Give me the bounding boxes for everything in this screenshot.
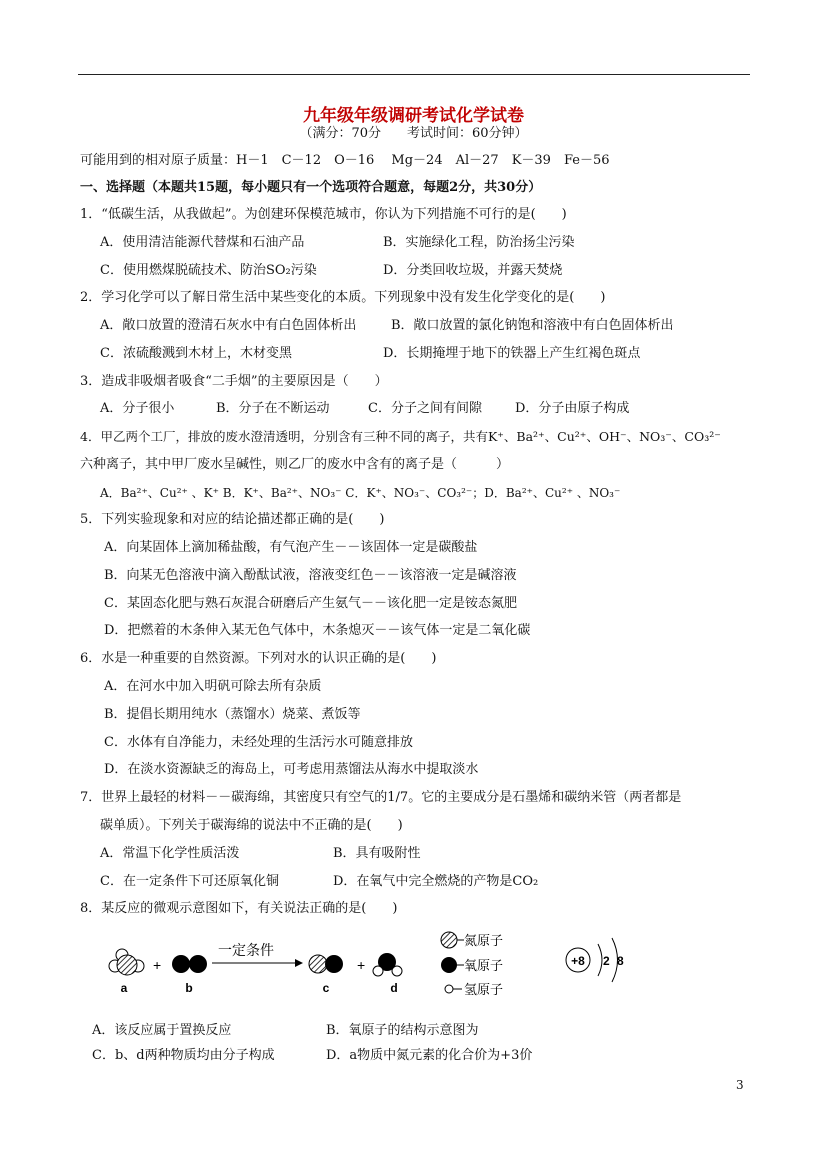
exam-subtitle: （满分：70分 考试时间：60分钟） [299, 126, 528, 141]
header-rule [78, 74, 750, 75]
q6-stem: 6．水是一种重要的自然资源。下列对水的认识正确的是( ) [80, 651, 437, 666]
label-a: a [120, 981, 128, 995]
q1-option-a: A．使用清洁能源代替煤和石油产品 [100, 235, 305, 250]
q7-option-a: A．常温下化学性质活泼 [100, 846, 240, 861]
q8-option-c: C．b、d两种物质均由分子构成 [92, 1048, 275, 1063]
q6-option-d: D．在淡水资源缺乏的海岛上，可考虑用蒸馏法从海水中提取淡水 [104, 762, 479, 777]
q1-option-c: C．使用燃煤脱硫技术、防治SO₂污染 [100, 263, 317, 278]
arrow-head [295, 959, 303, 967]
plus-sign-2: + [357, 957, 366, 973]
q2-option-a: A．敞口放置的澄清石灰水中有白色固体析出 [100, 318, 357, 333]
label-b: b [185, 981, 193, 995]
label-d: d [390, 981, 398, 995]
plus-sign-1: + [153, 957, 162, 973]
q7-stem-line1: 7．世界上最轻的材料－－碳海绵，其密度只有空气的1/7。它的主要成分是石墨烯和碳纳米管（两者都是 [80, 790, 682, 805]
section1-title: 一、选择题（本题共15题，每小题只有一个选项符合题意，每题2分，共30分） [80, 180, 542, 195]
q2-stem: 2．学习化学可以了解日常生活中某些变化的本质。下列现象中没有发生化学变化的是( ) [80, 290, 606, 305]
q7-option-b: B．具有吸附性 [333, 846, 421, 861]
shell-2-electrons: 8 [617, 954, 624, 968]
reaction-diagram [100, 920, 660, 1004]
q2-option-c: C．浓硫酸溅到木材上，木材变黑 [100, 346, 292, 361]
q3-option-d: D．分子由原子构成 [515, 401, 630, 416]
q4-stem-line2: 六种离子，其中甲厂废水呈碱性，则乙厂的废水中含有的离子是（ ） [80, 457, 510, 472]
q3-option-a: A．分子很小 [100, 401, 175, 416]
q6-option-a: A．在河水中加入明矾可除去所有杂质 [104, 679, 322, 694]
exam-title: 九年级年级调研考试化学试卷 [303, 106, 524, 126]
reaction-condition: 一定条件 [218, 942, 274, 958]
legend-nitrogen-label: 氮原子 [464, 933, 504, 948]
q4-options: A．Ba²⁺、Cu²⁺ 、K⁺ B．K⁺、Ba²⁺、NO₃⁻ C．K⁺、NO₃⁻、CO₃²⁻；D．Ba²⁺、Cu²⁺ 、NO₃⁻ [100, 486, 621, 500]
q7-option-c: C．在一定条件下可还原氧化铜 [100, 874, 279, 889]
q3-option-b: B．分子在不断运动 [216, 401, 330, 416]
legend-nitrogen-atom [441, 932, 457, 948]
shell-1-electrons: 2 [603, 954, 610, 968]
q6-option-b: B．提倡长期用纯水（蒸馏水）烧菜、煮饭等 [104, 707, 361, 722]
q8-option-b: B．氧原子的结构示意图为 [326, 1023, 479, 1038]
legend [441, 932, 503, 997]
q7-option-d: D．在氧气中完全燃烧的产物是CO₂ [333, 874, 539, 889]
q5-option-c: C．某固态化肥与熟石灰混合研磨后产生氨气－－该化肥一定是铵态氮肥 [104, 596, 517, 611]
molecule-a [109, 949, 144, 975]
legend-hydrogen-label: 氢原子 [464, 982, 504, 997]
q7-stem-line2: 碳单质）。下列关于碳海绵的说法中不正确的是( ) [100, 818, 403, 833]
q5-option-d: D．把燃着的木条伸入某无色气体中，木条熄灭－－该气体一定是二氧化碳 [104, 623, 531, 638]
molecule-c [309, 955, 343, 973]
legend-hydrogen-atom [445, 985, 453, 993]
nucleus-charge: +8 [571, 954, 585, 968]
q1-option-d: D．分类回收垃圾，并露天焚烧 [383, 263, 563, 278]
q8-stem: 8．某反应的微观示意图如下，有关说法正确的是( ) [80, 901, 398, 916]
molecule-d [373, 953, 402, 976]
atomic-masses: 可能用到的相对原子质量：H－1 C－12 O－16 Mg－24 Al－27 K－39 Fe－56 [80, 153, 610, 168]
q8-option-d: D．a物质中氮元素的化合价为+3价 [326, 1048, 533, 1063]
legend-oxygen-atom [441, 957, 457, 973]
q3-stem: 3．造成非吸烟者吸食“二手烟”的主要原因是（ ） [80, 374, 388, 389]
molecule-b [172, 955, 207, 973]
q6-option-c: C．水体有自净能力，未经处理的生活污水可随意排放 [104, 735, 413, 750]
label-c: c [322, 981, 330, 995]
q2-option-b: B．敞口放置的氯化钠饱和溶液中有白色固体析出 [391, 318, 674, 333]
q1-option-b: B．实施绿化工程，防治扬尘污染 [383, 235, 575, 250]
oxygen-atom-structure [566, 938, 624, 982]
q4-stem-line1: 4．甲乙两个工厂，排放的废水澄清透明，分别含有三种不同的离子，共有K⁺、Ba²⁺、Cu²⁺、OH⁻、NO₃⁻、CO₃²⁻ [80, 429, 721, 444]
legend-oxygen-label: 氧原子 [464, 958, 504, 973]
q3-option-c: C．分子之间有间隙 [368, 401, 482, 416]
q5-option-b: B．向某无色溶液中滴入酚酞试液，溶液变红色－－该溶液一定是碱溶液 [104, 568, 517, 583]
q2-option-d: D．长期掩埋于地下的铁器上产生红褐色斑点 [383, 346, 641, 361]
q5-stem: 5．下列实验现象和对应的结论描述都正确的是( ) [80, 512, 385, 527]
shell-1 [598, 944, 602, 976]
q8-option-a: A．该反应属于置换反应 [92, 1023, 232, 1038]
q1-stem: 1．“低碳生活，从我做起”。为创建环保模范城市，你认为下列措施不可行的是( ) [80, 207, 567, 222]
q5-option-a: A．向某固体上滴加稀盐酸，有气泡产生－－该固体一定是碳酸盐 [104, 540, 478, 555]
page-number: 3 [736, 1078, 744, 1092]
